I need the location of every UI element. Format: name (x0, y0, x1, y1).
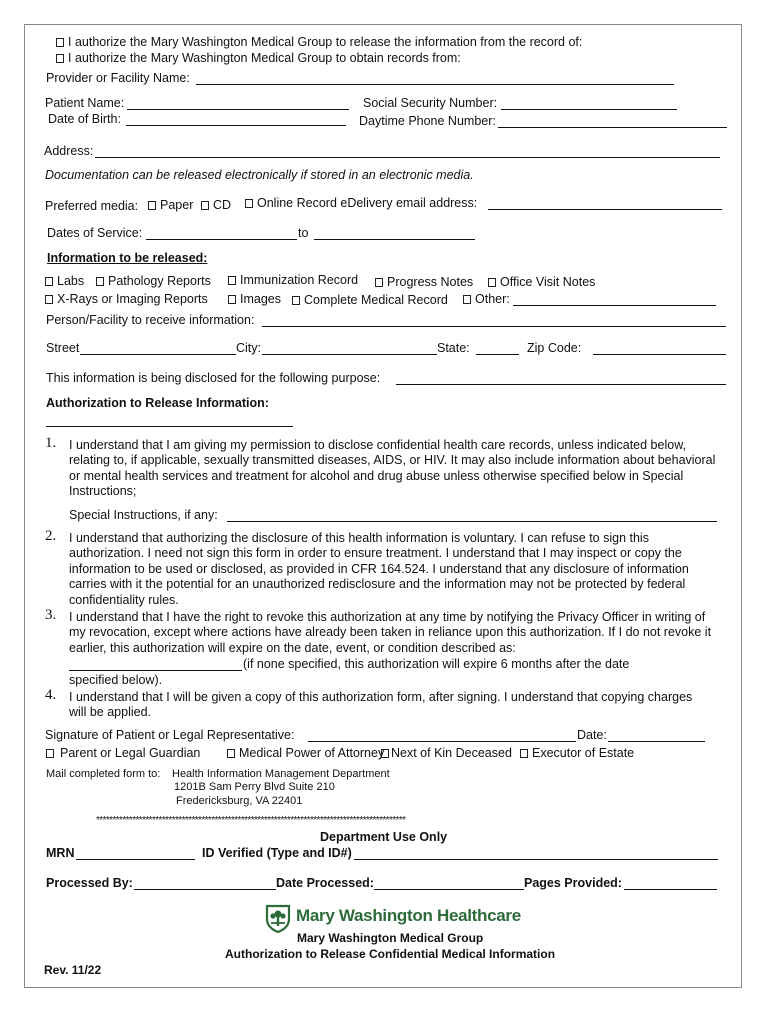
role-mpoa-label: Medical Power of Attorney (239, 746, 385, 760)
office-visit-label: Office Visit Notes (500, 275, 596, 289)
logo-wordmark: Mary Washington Healthcare (296, 906, 521, 925)
clause-4-text: I understand that I will be given a copy of this authorization form, after signing. I understand that copying charges will be applied. (69, 690, 693, 720)
provider-label: Provider or Facility Name: (46, 71, 190, 85)
state-label: State: (437, 341, 470, 355)
media-label: Preferred media: (45, 199, 139, 213)
footer-org: Mary Washington Medical Group (297, 931, 484, 945)
clause-3-number: 3. (45, 607, 57, 623)
footer-title: Authorization to Release Confidential Medical Information (225, 947, 556, 961)
checkbox[interactable] (201, 201, 209, 210)
pathology-label: Pathology Reports (108, 274, 211, 288)
signature-field[interactable] (308, 741, 576, 742)
expiration-field[interactable] (69, 670, 242, 671)
info-immunization[interactable] (228, 273, 358, 288)
ssn-field[interactable] (501, 109, 677, 110)
info-labs[interactable] (45, 274, 84, 289)
checkbox[interactable] (520, 749, 528, 758)
processed-by-field[interactable] (134, 889, 276, 890)
info-office-visit[interactable] (488, 275, 595, 290)
mail-line-1: Health Information Management Department (172, 768, 390, 780)
purpose-label: This information is being disclosed for the following purpose: (46, 371, 381, 385)
info-progress[interactable] (375, 275, 473, 290)
checkbox[interactable] (488, 278, 496, 287)
address-field[interactable] (95, 157, 720, 158)
checkbox[interactable] (375, 278, 383, 287)
checkbox[interactable] (245, 199, 253, 208)
media-paper-option[interactable] (148, 198, 193, 213)
dates-label: Dates of Service: (47, 226, 143, 240)
purpose-field[interactable] (396, 384, 726, 385)
dates-to-label: to (298, 226, 309, 240)
info-heading: Information to be released: (47, 251, 208, 265)
id-verified-field[interactable] (354, 859, 718, 860)
patient-name-label: Patient Name: (45, 96, 125, 110)
state-field[interactable] (476, 354, 519, 355)
role-next-of-kin-label: Next of Kin Deceased (391, 746, 512, 760)
checkbox[interactable] (45, 295, 53, 304)
pages-provided-field[interactable] (624, 889, 717, 890)
clause-3-end: specified below). (69, 673, 163, 687)
mrn-field[interactable] (76, 859, 195, 860)
role-executor[interactable] (520, 746, 634, 761)
revision: Rev. 11/22 (44, 963, 102, 977)
paper-label: Paper (160, 198, 194, 212)
id-verified-label: ID Verified (Type and ID#) (202, 846, 352, 860)
city-label: City: (236, 341, 261, 355)
dept-heading: Department Use Only (320, 830, 448, 844)
auth-heading: Authorization to Release Information: (46, 396, 269, 410)
xrays-label: X-Rays or Imaging Reports (57, 292, 208, 306)
ssn-label: Social Security Number: (363, 96, 498, 110)
separator-stars: ********************************************************************************************** (96, 815, 406, 826)
signature-date-field[interactable] (608, 741, 705, 742)
clause-2-number: 2. (45, 528, 57, 544)
dob-field[interactable] (126, 125, 346, 126)
street-label: Street (46, 341, 80, 355)
auth-heading-rule (46, 426, 293, 427)
labs-label: Labs (57, 274, 85, 288)
pages-provided-label: Pages Provided: (524, 876, 622, 890)
electronic-note: Documentation can be released electronically if stored in an electronic media. (45, 168, 474, 182)
mwh-logo-icon (264, 903, 292, 933)
checkbox[interactable] (381, 749, 389, 758)
checkbox[interactable] (228, 295, 236, 304)
mail-line-2: 1201B Sam Perry Blvd Suite 210 (174, 781, 335, 793)
progress-label: Progress Notes (387, 275, 474, 289)
role-parent[interactable] (46, 746, 200, 761)
phone-field[interactable] (498, 127, 727, 128)
date-processed-field[interactable] (374, 889, 524, 890)
clause-1-number: 1. (45, 435, 57, 451)
role-executor-label: Executor of Estate (532, 746, 635, 760)
zip-field[interactable] (593, 354, 726, 355)
other-field[interactable] (513, 305, 716, 306)
info-other[interactable] (463, 292, 510, 307)
zip-label: Zip Code: (527, 341, 582, 355)
checkbox[interactable] (292, 296, 300, 305)
dob-label: Date of Birth: (48, 112, 121, 126)
provider-field[interactable] (196, 84, 674, 85)
clause-3-text: I understand that I have the right to revoke this authorization at any time by notifying the Privacy Officer in writing of my revocation, except where actions have already been taken in reliance upon this authorization. If I do not revoke it earlier, this authorization will expire on the date, event, or condition described as: (69, 610, 712, 655)
immunization-label: Immunization Record (240, 273, 359, 287)
checkbox[interactable] (46, 749, 54, 758)
online-label: Online Record eDelivery email address: (257, 196, 478, 210)
info-xrays[interactable] (45, 292, 208, 307)
date-from-field[interactable] (146, 239, 297, 240)
other-label: Other: (475, 292, 510, 306)
mrn-label: MRN (46, 846, 75, 860)
complete-record-label: Complete Medical Record (304, 293, 448, 307)
checkbox[interactable] (56, 38, 64, 47)
checkbox[interactable] (45, 277, 53, 286)
recipient-label: Person/Facility to receive information: (46, 313, 255, 327)
address-label: Address: (44, 144, 94, 158)
mail-label: Mail completed form to: (46, 768, 161, 780)
special-instructions-label: Special Instructions, if any: (69, 508, 218, 522)
info-images[interactable] (228, 292, 281, 307)
obtain-from-option[interactable] (56, 51, 461, 66)
role-parent-label: Parent or Legal Guardian (60, 746, 201, 760)
role-mpoa[interactable] (227, 746, 384, 761)
info-pathology[interactable] (96, 274, 211, 289)
checkbox[interactable] (96, 277, 104, 286)
checkbox[interactable] (228, 276, 236, 285)
media-online-option[interactable] (245, 196, 477, 211)
checkbox[interactable] (463, 295, 471, 304)
signature-label: Signature of Patient or Legal Representative: (45, 728, 295, 742)
date-to-field[interactable] (314, 239, 475, 240)
recipient-field[interactable] (262, 326, 726, 327)
cd-label: CD (213, 198, 232, 212)
date-label: Date: (577, 728, 607, 742)
clause-1-text: I understand that I am giving my permission to disclose confidential health care records, unless indicated below, relating to, if applicable, sexually transmitted diseases, AIDS, or HIV. It may also include information about behavioral or mental health services and treatment for alcohol and drug abuse unless otherwise specified below in Special Instructions; (69, 438, 716, 499)
email-field[interactable] (488, 209, 722, 210)
release-from-label: I authorize the Mary Washington Medical Group to release the information from the record of: (68, 35, 583, 49)
checkbox[interactable] (227, 749, 235, 758)
role-next-of-kin[interactable] (381, 746, 512, 761)
obtain-from-label: I authorize the Mary Washington Medical Group to obtain records from: (68, 51, 461, 65)
clause-4-number: 4. (45, 687, 57, 703)
clause-2-text: I understand that authorizing the disclosure of this health information is voluntary. I can refuse to sign this authorization. I need not sign this form in order to ensure treatment. I understand that I may inspect or copy the information to be used or disclosed, as provided in CFR 164.524. I understand that any disclosure of information carries with it the potential for an unauthorized redisclosure and the information may not be protected by federal confidentiality rules. (69, 531, 689, 607)
release-from-option[interactable] (56, 35, 582, 50)
phone-label: Daytime Phone Number: (359, 114, 496, 128)
checkbox[interactable] (148, 201, 156, 210)
media-cd-option[interactable] (201, 198, 231, 213)
checkbox[interactable] (56, 54, 64, 63)
clause-3-default: (if none specified, this authorization will expire 6 months after the date (243, 657, 630, 671)
special-instructions-field[interactable] (227, 521, 717, 522)
street-field[interactable] (80, 354, 236, 355)
processed-by-label: Processed By: (46, 876, 133, 890)
patient-name-field[interactable] (127, 109, 349, 110)
info-complete-record[interactable] (292, 293, 448, 308)
date-processed-label: Date Processed: (276, 876, 374, 890)
images-label: Images (240, 292, 281, 306)
mail-line-3: Fredericksburg, VA 22401 (176, 795, 303, 807)
city-field[interactable] (262, 354, 437, 355)
